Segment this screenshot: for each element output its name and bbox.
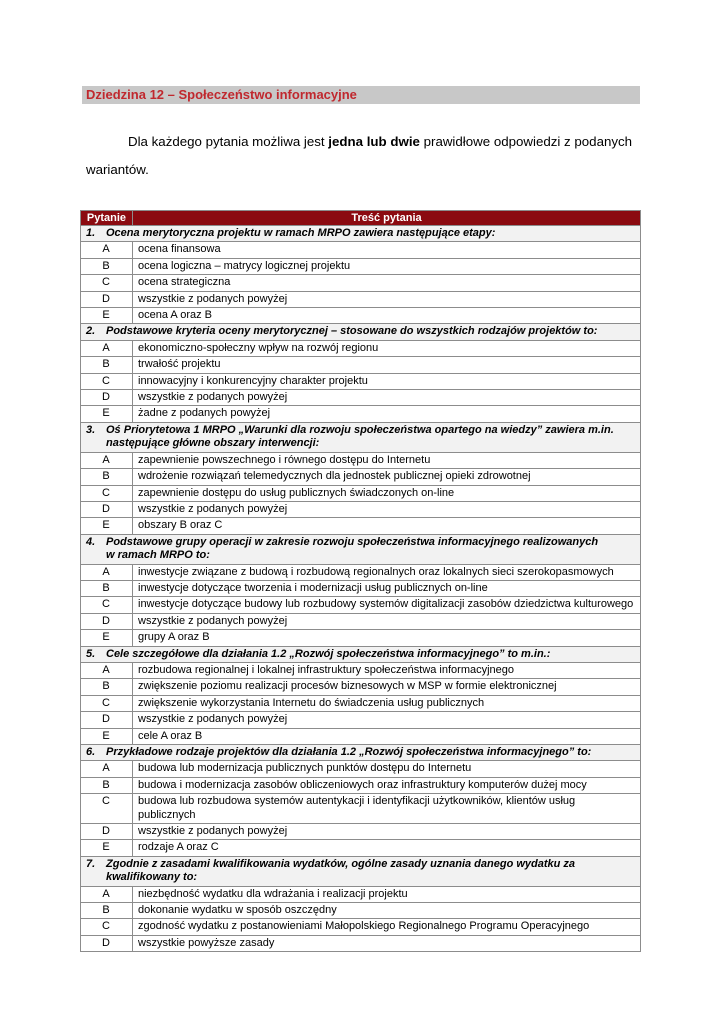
answer-letter: D	[81, 712, 133, 728]
answer-letter: D	[81, 824, 133, 840]
answer-text: dokonanie wydatku w sposób oszczędny	[133, 903, 641, 919]
section-heading: Dziedzina 12 – Społeczeństwo informacyjne	[86, 87, 357, 102]
answer-letter: D	[81, 613, 133, 629]
answer-letter: A	[81, 242, 133, 258]
question-text: Zgodnie z zasadami kwalifikowania wydatków, ogólne zasady uznania danego wydatku za	[106, 857, 576, 870]
answer-text: rodzaje A oraz C	[133, 840, 641, 856]
answer-row	[81, 485, 641, 501]
question-text-continued: w ramach MRPO to:	[106, 549, 210, 562]
answer-text: budowa lub modernizacja publicznych punktów dostępu do Internetu	[133, 761, 641, 777]
answer-letter: D	[81, 935, 133, 951]
answer-letter: B	[81, 903, 133, 919]
question-row	[81, 534, 641, 564]
answer-letter: E	[81, 630, 133, 646]
question-row	[81, 745, 641, 761]
answer-text: ocena finansowa	[133, 242, 641, 258]
intro-text-1: Dla każdego pytania możliwa jest	[128, 134, 329, 149]
question-cell	[81, 856, 641, 886]
answer-letter: C	[81, 373, 133, 389]
answer-text: inwestycje dotyczące tworzenia i modernizacji usług publicznych on-line	[133, 580, 641, 596]
answer-letter: A	[81, 340, 133, 356]
answer-row	[81, 903, 641, 919]
answer-text: grupy A oraz B	[133, 630, 641, 646]
answer-text: zgodność wydatku z postanowieniami Małopolskiego Regionalnego Programu Operacyjnego	[133, 919, 641, 935]
answer-letter: E	[81, 840, 133, 856]
answer-text: rozbudowa regionalnej i lokalnej infrastruktury społeczeństwa informacyjnego	[133, 662, 641, 678]
intro-paragraph	[86, 128, 646, 184]
answer-row	[81, 662, 641, 678]
answer-row	[81, 728, 641, 744]
question-text: Podstawowe grupy operacji w zakresie rozwoju społeczeństwa informacyjnego realizowanych	[106, 535, 599, 548]
answer-row	[81, 564, 641, 580]
answer-row	[81, 580, 641, 596]
answer-letter: A	[81, 886, 133, 902]
answer-letter: C	[81, 919, 133, 935]
answer-row	[81, 452, 641, 468]
answer-text: inwestycje dotyczące budowy lub rozbudowy systemów digitalizacji zasobów dziedzictwa kulturowego	[133, 597, 641, 613]
answer-letter: B	[81, 679, 133, 695]
answer-text: wszystkie z podanych powyżej	[133, 390, 641, 406]
answer-row	[81, 840, 641, 856]
answer-row	[81, 761, 641, 777]
answer-row	[81, 824, 641, 840]
answer-row	[81, 340, 641, 356]
answer-row	[81, 406, 641, 422]
answer-text: obszary B oraz C	[133, 518, 641, 534]
answer-letter: A	[81, 761, 133, 777]
answer-text: budowa i modernizacja zasobów obliczeniowych oraz infrastruktury komputerów dużej mocy	[133, 777, 641, 793]
question-number: 1.	[86, 227, 96, 239]
table-body	[81, 226, 641, 952]
answer-text: innowacyjny i konkurencyjny charakter projektu	[133, 373, 641, 389]
answer-letter: C	[81, 695, 133, 711]
answer-row	[81, 242, 641, 258]
answer-text: trwałość projektu	[133, 357, 641, 373]
answer-row	[81, 777, 641, 793]
answer-letter: A	[81, 452, 133, 468]
question-number: 5.	[86, 647, 96, 660]
table-header-row	[81, 211, 641, 226]
header-pytanie: Pytanie	[81, 211, 133, 226]
question-cell	[81, 422, 641, 452]
question-text-continued: kwalifikowany to:	[106, 871, 198, 884]
answer-text: budowa lub rozbudowa systemów autentykacji i identyfikacji użytkowników, klientów usług publicznych	[133, 794, 641, 824]
question-row	[81, 226, 641, 242]
answer-row	[81, 935, 641, 951]
answer-letter: B	[81, 469, 133, 485]
question-text: Podstawowe kryteria oceny merytorycznej – stosowane do wszystkich rodzajów projektów to:	[106, 325, 598, 338]
answer-text: wszystkie z podanych powyżej	[133, 291, 641, 307]
answer-text: niezbędność wydatku dla wdrażania i realizacji projektu	[133, 886, 641, 902]
answer-letter: E	[81, 728, 133, 744]
question-cell	[81, 745, 641, 761]
answer-text: zapewnienie powszechnego i równego dostępu do Internetu	[133, 452, 641, 468]
answer-text: zapewnienie dostępu do usług publicznych świadczonych on-line	[133, 485, 641, 501]
answer-letter: A	[81, 564, 133, 580]
answer-letter: D	[81, 390, 133, 406]
answer-text: cele A oraz B	[133, 728, 641, 744]
answer-row	[81, 373, 641, 389]
question-text: Ocena merytoryczna projektu w ramach MRPO zawiera następujące etapy:	[106, 227, 496, 239]
header-tresc: Treść pytania	[133, 211, 641, 226]
intro-text-2: prawidłowe odpowiedzi z podanych	[419, 134, 633, 149]
answer-letter: A	[81, 662, 133, 678]
answer-text: zwiększenie wykorzystania Internetu do świadczenia usług publicznych	[133, 695, 641, 711]
answer-row	[81, 291, 641, 307]
answer-row	[81, 275, 641, 291]
answer-row	[81, 886, 641, 902]
answer-letter: C	[81, 485, 133, 501]
answer-letter: E	[81, 518, 133, 534]
answer-text: wszystkie z podanych powyżej	[133, 501, 641, 517]
answer-row	[81, 518, 641, 534]
answer-row	[81, 679, 641, 695]
answer-letter: D	[81, 291, 133, 307]
answer-row	[81, 613, 641, 629]
answer-text: wszystkie z podanych powyżej	[133, 613, 641, 629]
answer-text: inwestycje związane z budową i rozbudową regionalnych oraz lokalnych sieci szerokopasmowych	[133, 564, 641, 580]
question-number: 6.	[86, 746, 96, 758]
question-cell	[81, 324, 641, 340]
question-text: Cele szczegółowe dla działania 1.2 „Rozwój społeczeństwa informacyjnego” to m.in.:	[106, 647, 551, 660]
answer-letter: B	[81, 777, 133, 793]
answer-text: żadne z podanych powyżej	[133, 406, 641, 422]
answer-row	[81, 357, 641, 373]
answer-row	[81, 258, 641, 274]
answer-text: wszystkie z podanych powyżej	[133, 712, 641, 728]
answer-text: wszystkie z podanych powyżej	[133, 824, 641, 840]
answer-letter: E	[81, 308, 133, 324]
questions-table	[80, 210, 641, 952]
answer-text: ocena logiczna – matrycy logicznej projektu	[133, 258, 641, 274]
question-cell	[81, 534, 641, 564]
question-row	[81, 646, 641, 662]
question-number: 7.	[86, 857, 96, 870]
answer-text: zwiększenie poziomu realizacji procesów biznesowych w MSP w formie elektronicznej	[133, 679, 641, 695]
intro-text-3: wariantów.	[86, 162, 149, 177]
answer-text: wszystkie powyższe zasady	[133, 935, 641, 951]
answer-row	[81, 597, 641, 613]
answer-letter: B	[81, 580, 133, 596]
question-cell	[81, 646, 641, 662]
answer-text: ocena strategiczna	[133, 275, 641, 291]
answer-letter: C	[81, 275, 133, 291]
answer-row	[81, 794, 641, 824]
answer-row	[81, 390, 641, 406]
answer-text: ekonomiczno-społeczny wpływ na rozwój regionu	[133, 340, 641, 356]
answer-letter: D	[81, 501, 133, 517]
answer-row	[81, 469, 641, 485]
answer-letter: C	[81, 794, 133, 824]
answer-letter: B	[81, 258, 133, 274]
answer-row	[81, 308, 641, 324]
answer-row	[81, 695, 641, 711]
answer-letter: B	[81, 357, 133, 373]
question-number: 4.	[86, 535, 96, 548]
answer-row	[81, 919, 641, 935]
answer-text: wdrożenie rozwiązań telemedycznych dla jednostek publicznej opieki zdrowotnej	[133, 469, 641, 485]
question-row	[81, 324, 641, 340]
question-row	[81, 856, 641, 886]
question-text: Oś Priorytetowa 1 MRPO „Warunki dla rozwoju społeczeństwa opartego na wiedzy” zawiera m.in.	[106, 423, 614, 436]
question-number: 3.	[86, 423, 96, 436]
intro-bold: jedna lub dwie	[328, 134, 420, 149]
answer-row	[81, 630, 641, 646]
question-row	[81, 422, 641, 452]
answer-letter: C	[81, 597, 133, 613]
answer-row	[81, 712, 641, 728]
question-text: Przykładowe rodzaje projektów dla działania 1.2 „Rozwój społeczeństwa informacyjnego” to:	[106, 746, 592, 758]
question-number: 2.	[86, 325, 96, 338]
answer-row	[81, 501, 641, 517]
answer-letter: E	[81, 406, 133, 422]
question-text-continued: następujące główne obszary interwencji:	[106, 437, 320, 450]
answer-text: ocena A oraz B	[133, 308, 641, 324]
question-cell	[81, 226, 641, 242]
